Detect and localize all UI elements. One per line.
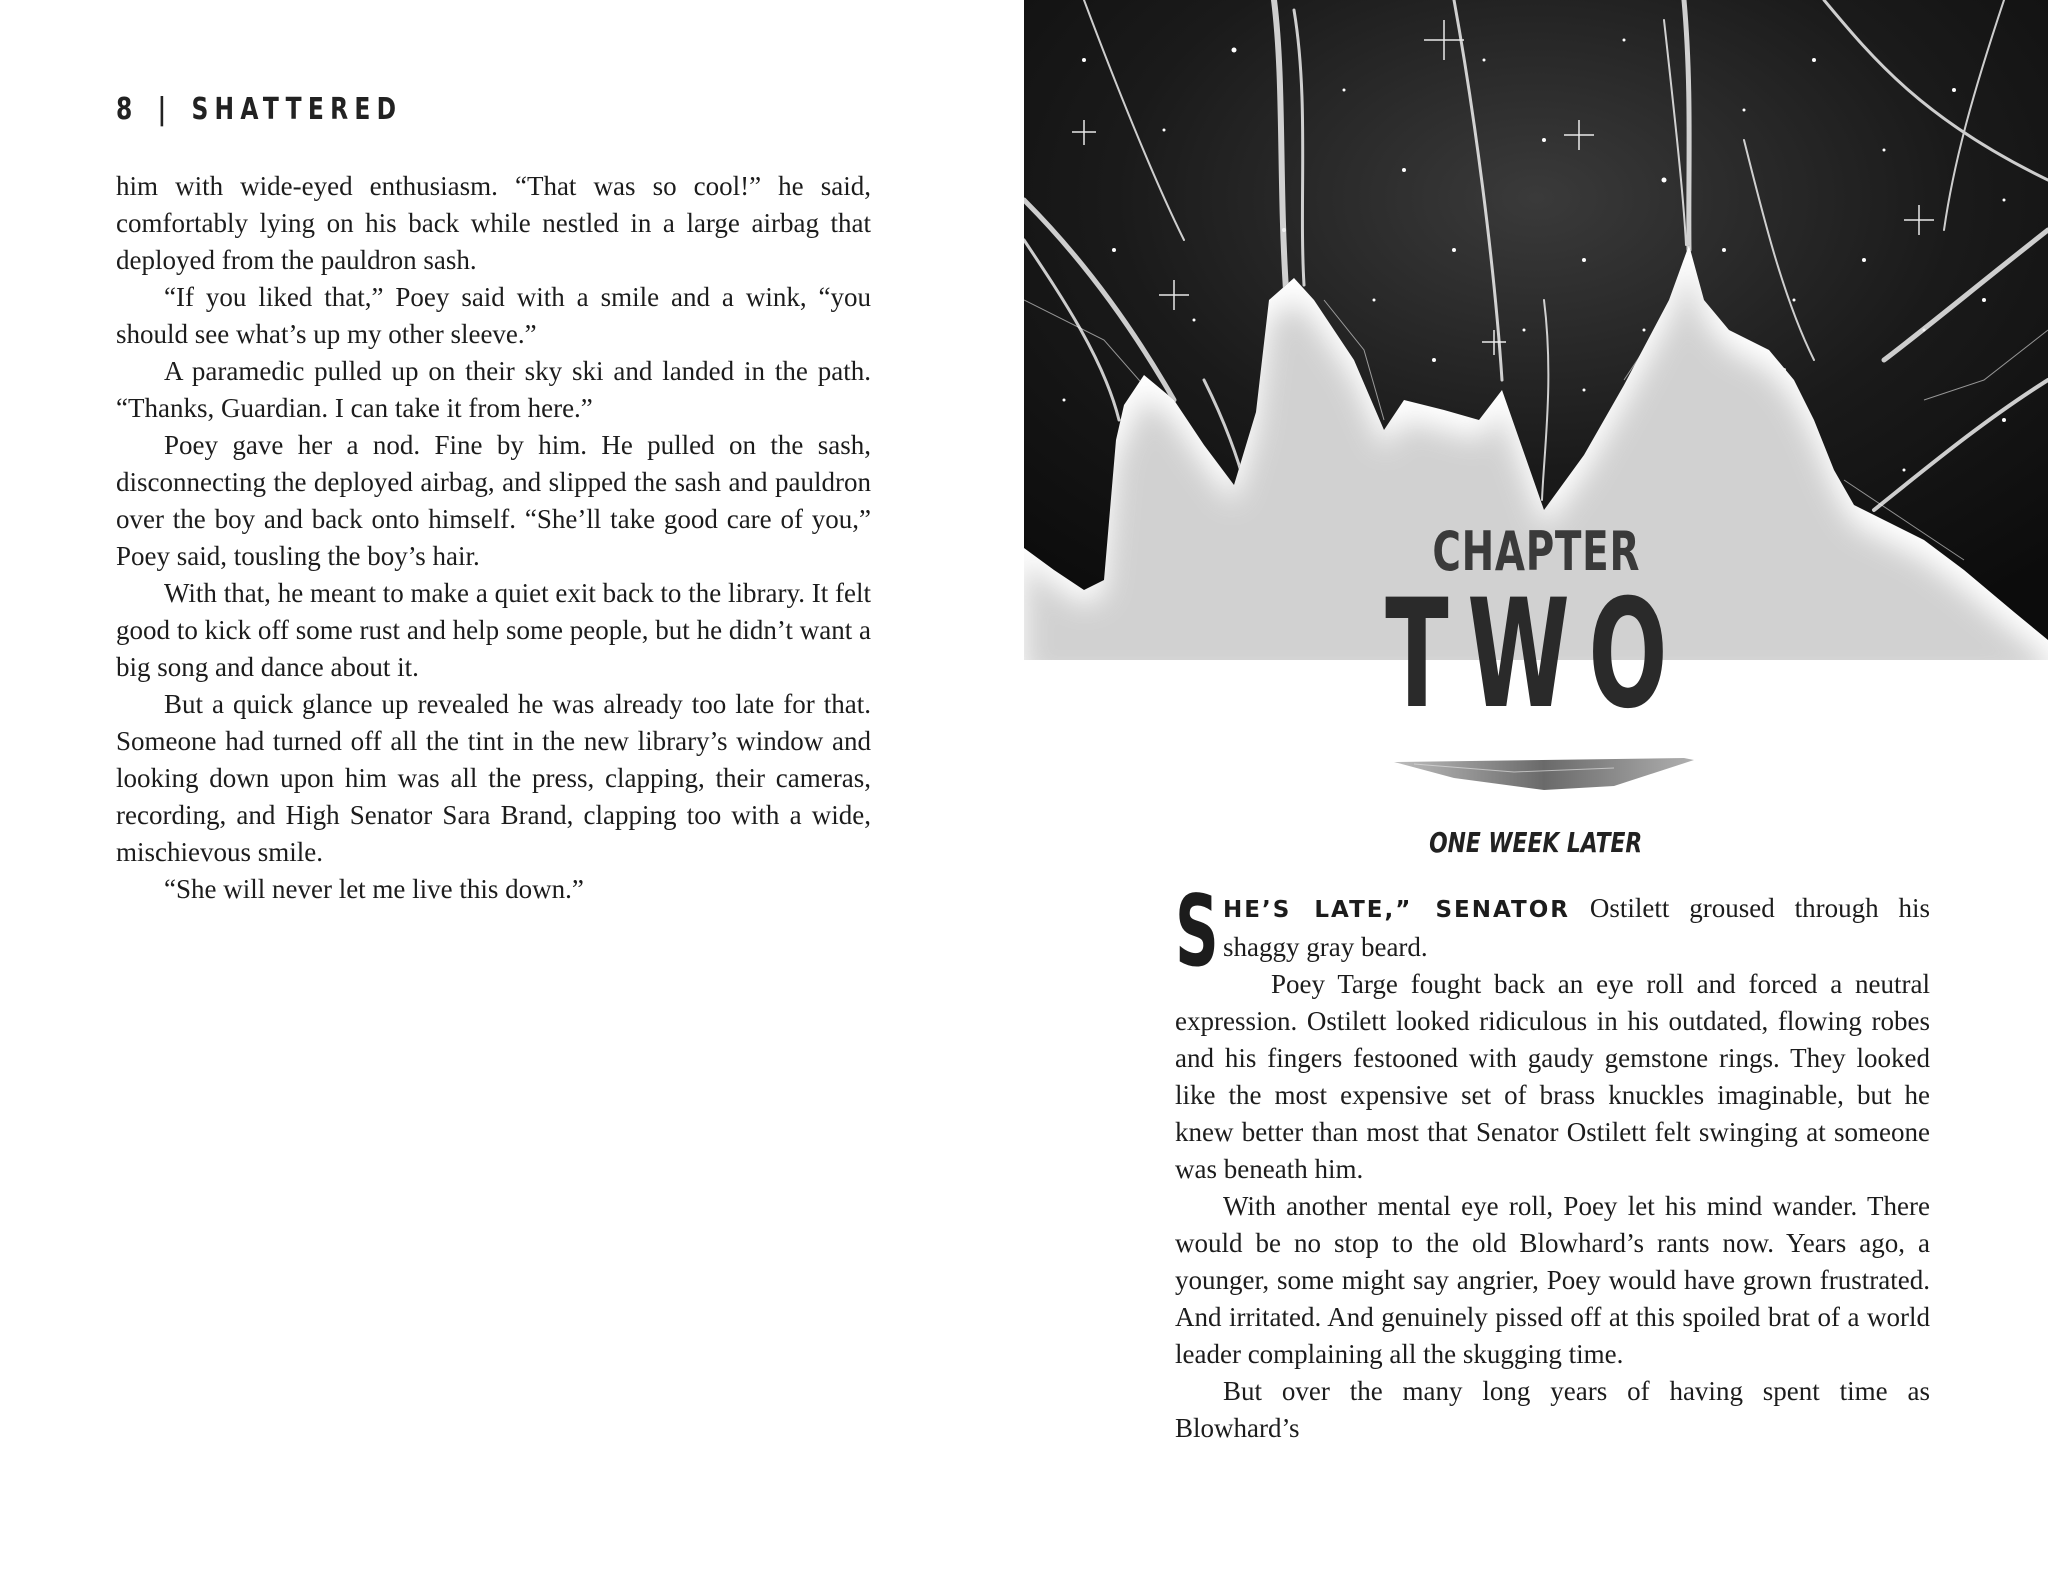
paragraph: But a quick glance up revealed he was already too late for that. Someone had turned off all the tint in the new library’s window and looking down upon him was all the press, clapping, their cameras, recording, and High Senator Sara Brand, clapping too with a wide, mischievous smile.	[116, 689, 871, 867]
opening-paragraph	[1175, 875, 1930, 989]
chapter-number: TWO	[1385, 568, 1687, 742]
drop-cap: S	[1175, 875, 1219, 989]
running-head	[116, 92, 402, 127]
right-body-text	[1175, 875, 1930, 1447]
paragraph: A paramedic pulled up on their sky ski and landed in the path. “Thanks, Guardian. I can take it from here.”	[116, 356, 871, 423]
paragraph: But over the many long years of having spent time as Blowhard’s	[1175, 1376, 1930, 1443]
paragraph: Poey Targe fought back an eye roll and forced a neutral expression. Ostilett looked ridiculous in his outdated, flowing robes and his fingers festooned with gaudy gemstone rings. They looked like the most expensive set of brass knuckles imaginable, but he knew better than most that Senator Ostilett felt swinging at someone was beneath him.	[1175, 969, 1930, 1184]
paragraph: “She will never let me live this down.”	[164, 874, 584, 904]
lead-in: HE’S LATE,” SENATOR	[1223, 897, 1570, 923]
paragraph: Poey gave her a nod. Fine by him. He pulled on the sash, disconnecting the deployed airbag, and slipped the sash and pauldron over the boy and back onto himself. “She’ll take good care of you,” Poey said, tousling the boy’s hair.	[116, 430, 871, 571]
paragraph: “If you liked that,” Poey said with a smile and a wink, “you should see what’s up my other sleeve.”	[116, 282, 871, 349]
right-page	[1024, 0, 2048, 1574]
paragraph: With that, he meant to make a quiet exit back to the library. It felt good to kick off some rust and help some people, but he didn’t want a big song and dance about it.	[116, 578, 871, 682]
left-body-text	[116, 168, 871, 908]
book-title: SHATTERED	[191, 92, 403, 127]
page-number: 8	[116, 92, 139, 127]
scene-header: ONE WEEK LATER	[1429, 826, 1643, 859]
opening-text: Ostilett groused through his shaggy gray beard.	[1223, 893, 1930, 962]
shard-divider-ornament	[1394, 752, 1694, 792]
paragraph: him with wide-eyed enthusiasm. “That was so cool!” he said, comfortably lying on his back while nestled in a large airbag that deployed from the pauldron sash.	[116, 171, 871, 275]
paragraph: With another mental eye roll, Poey let his mind wander. There would be no stop to the old Blowhard’s rants now. Years ago, a younger, some might say angrier, Poey would have grown frustrated. And irritated. And genuinely pissed off at this spoiled brat of a world leader complaining all the skugging time.	[1175, 1191, 1930, 1369]
running-head-separator: |	[157, 92, 173, 127]
chapter-label: CHAPTER	[1432, 520, 1640, 583]
